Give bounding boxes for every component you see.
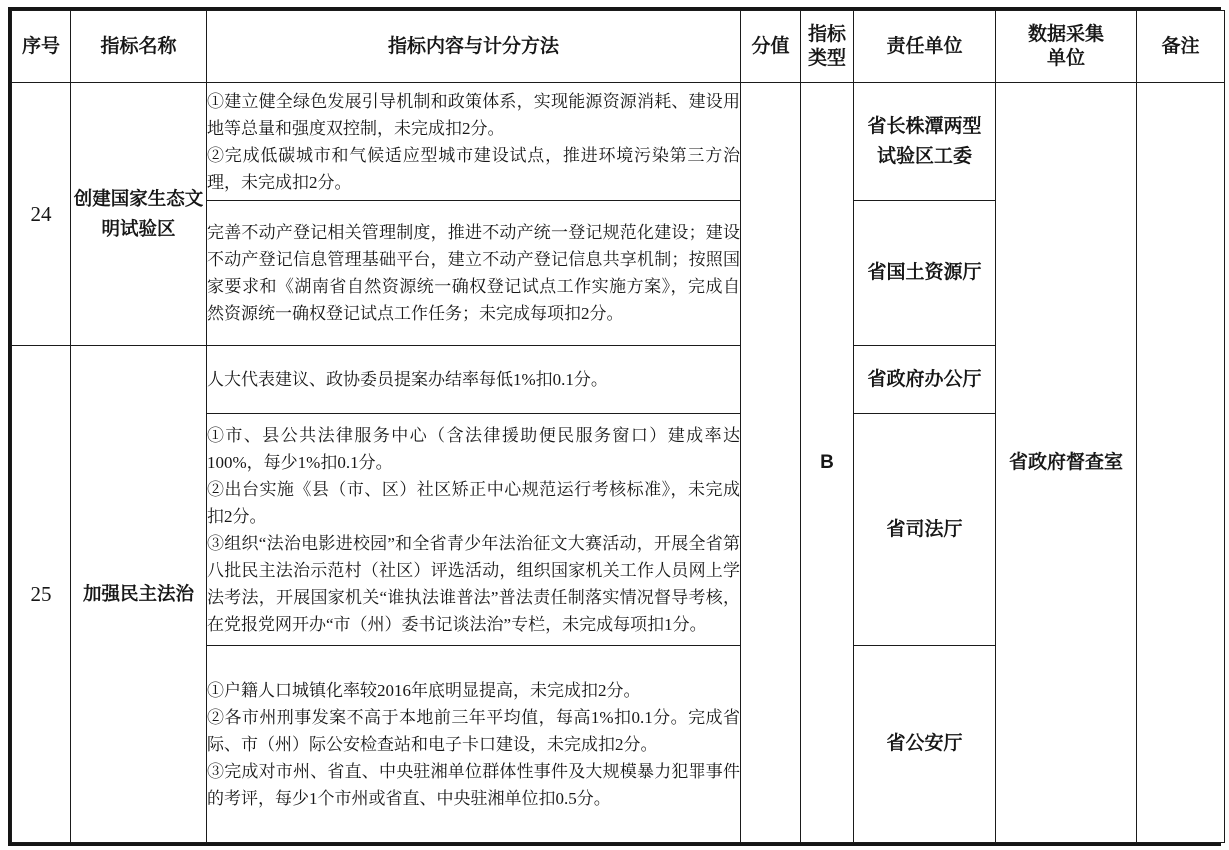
- indicator-type-cell: B: [801, 83, 854, 843]
- score-cell: [741, 83, 801, 843]
- header-row: [12, 11, 1225, 83]
- text-line: ②各市州刑事发案不高于本地前三年平均值，每高1%扣0.1分。完成省际、市（州）际公安检查站和电子卡口建设，未完成扣2分。: [207, 707, 740, 754]
- table-row: [12, 83, 1225, 201]
- text-line: ①户籍人口城镇化率较2016年底明显提高，未完成扣2分。: [207, 680, 641, 700]
- text-line: 省政府办公厅: [867, 368, 982, 390]
- column-header-indicator-type: [801, 11, 854, 83]
- text-line: ②完成低碳城市和气候适应型城市建设试点，推进环境污染第三方治理，未完成扣2分。: [207, 145, 740, 192]
- responsible-unit-cell-25-1: [854, 346, 996, 414]
- text-line: ③完成对市州、省直、中央驻湘单位群体性事件及大规模暴力犯罪事件的考评，每少1个市州或省直、中央驻湘单位扣0.5分。: [207, 761, 740, 808]
- text-line: 完善不动产登记相关管理制度，推进不动产统一登记规范化建设；建设不动产登记信息管理基础平台，建立不动产登记信息共享机制；按照国家要求和《湖南省自然资源统一确权登记试点工作实施方案》，完成自然资源统一确权登记试点工作任务；未完成每项扣2分。: [207, 223, 740, 323]
- content-cell-25-2: [207, 414, 741, 646]
- text-line: 省国土资源厅: [867, 262, 982, 283]
- row-number-cell-25: 25: [12, 346, 71, 843]
- responsible-unit-cell-25-2: [854, 414, 996, 646]
- column-header-responsible-unit: 责任单位: [854, 11, 996, 83]
- indicator-table-frame: [8, 7, 1221, 846]
- text-line: 单位: [1046, 47, 1085, 69]
- column-header-remark: 备注: [1137, 11, 1225, 83]
- responsible-unit-cell-24-1: [854, 83, 996, 201]
- column-header-content-scoring: 指标内容与计分方法: [207, 11, 741, 83]
- text-line: 数据采集: [1027, 23, 1104, 45]
- text-line: ①建立健全绿色发展引导机制和政策体系，实现能源资源消耗、建设用地等总量和强度双控制，未完成扣2分。: [207, 91, 740, 138]
- content-cell-25-3: [207, 646, 741, 843]
- column-header-seq: 序号: [12, 11, 71, 83]
- text-line: 省公安厅: [886, 733, 963, 754]
- column-header-data-collection-unit: [996, 11, 1137, 83]
- text-line: 类型: [807, 47, 846, 69]
- indicator-name-cell-25: 加强民主法治: [71, 346, 207, 843]
- column-header-indicator-name: 指标名称: [71, 11, 207, 83]
- indicator-table: [11, 10, 1225, 843]
- text-line: 指标: [807, 23, 846, 45]
- responsible-unit-cell-25-3: [854, 646, 996, 843]
- row-number-cell-24: 24: [12, 83, 71, 346]
- text-line: ③组织“法治电影进校园”和全省青少年法治征文大赛活动，开展全省第八批民主法治示范村（社区）评选活动，组织国家机关工作人员网上学法考法，开展国家机关“谁执法谁普法”普法责任制落实情况督导考核，在党报党网开办“市（州）委书记谈法治”专栏，未完成每项扣1分。: [207, 533, 740, 634]
- responsible-unit-cell-24-2: [854, 201, 996, 346]
- text-line: 省司法厅: [886, 518, 963, 540]
- content-cell-24-2: [207, 201, 741, 346]
- text-line: 试验区工委: [876, 145, 972, 167]
- column-header-score: 分值: [741, 11, 801, 83]
- indicator-name-cell-24: 创建国家生态文明试验区: [71, 83, 207, 346]
- content-cell-25-1: [207, 346, 741, 414]
- remark-cell: [1137, 83, 1225, 843]
- text-line: 人大代表建议、政协委员提案办结率每低1%扣0.1分。: [207, 370, 608, 389]
- text-line: ①市、县公共法律服务中心（含法律援助便民服务窗口）建成率达100%，每少1%扣0.1分。: [207, 425, 740, 472]
- content-cell-24-1: [207, 83, 741, 201]
- text-line: ②出台实施《县（市、区）社区矫正中心规范运行考核标准》，未完成扣2分。: [207, 479, 740, 526]
- text-line: 省长株潭两型: [867, 115, 982, 137]
- data-collection-unit-cell: 省政府督查室: [996, 83, 1137, 843]
